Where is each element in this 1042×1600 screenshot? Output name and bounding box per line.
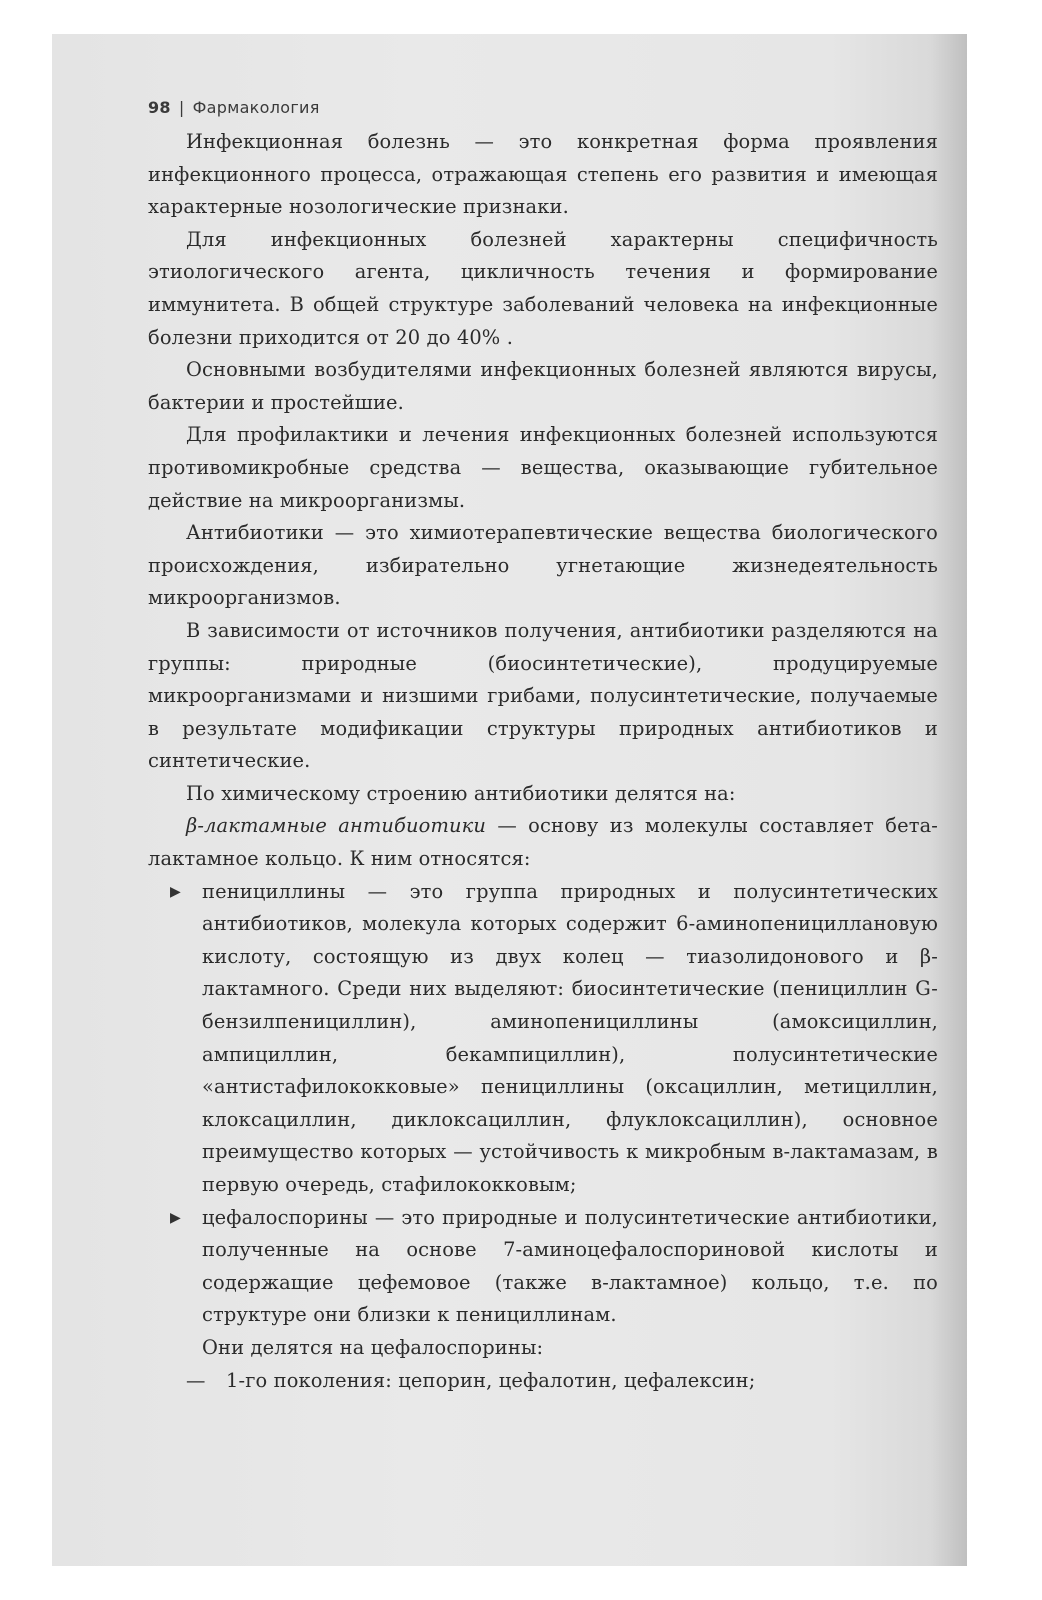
bullet-text: пенициллины — это группа природных и полусинтетических антибиотиков, молекула которых содержит 6-аминопенициллановую кислоту, состоящую из двух колец — тиазолидонового и β-лактамного. Среди них выделяют: биосинтетические (пенициллин G-бензилпенициллин), аминопенициллины (амоксициллин, ампициллин, бекампициллин), полусинтетические «антистафилококковые» пенициллины (оксациллин, метициллин, клоксациллин, диклоксациллин, флуклоксациллин), основное преимущество которых — устойчивость к микробным в-лактамазам, в первую очередь, стафилококковым;: [202, 879, 938, 1196]
paragraph-antibiotic-groups: В зависимости от источников получения, антибиотики разделяются на группы: природные (биосинтетические), продуцируемые микроорганизмами и низшими грибами, полусинтетические, получаемые в результате модификации структуры природных антибиотиков и синтетические.: [148, 618, 938, 773]
header-separator: |: [178, 98, 185, 117]
paragraph-characteristics: Для инфекционных болезней характерны специфичность этиологического агента, цикличность течения и формирование иммунитета. В общей структуре заболеваний человека на инфекционные болезни приходится от 20 до 40% .: [148, 227, 938, 349]
paragraph-infectious-disease: Инфекционная болезнь — это конкретная форма проявления инфекционного процесса, отражающая степень его развития и имеющая характерные нозологические признаки.: [148, 130, 938, 219]
paragraph-pathogens: Основными возбудителями инфекционных болезней являются вирусы, бактерии и простейшие.: [148, 358, 938, 414]
page-number: 98: [148, 98, 171, 117]
chapter-title: Фармакология: [192, 98, 320, 117]
bullet-penicillins: [148, 876, 938, 1202]
running-header: [148, 96, 938, 120]
dash-marker: —: [186, 1368, 206, 1392]
paragraph-chemical-structure: По химическому строению антибиотики делятся на:: [186, 781, 736, 805]
bullet-arrow-icon: ▶: [170, 883, 181, 900]
dash-item-text: 1-го поколения: цепорин, цефалотин, цефалексин;: [226, 1368, 756, 1392]
cephalosporin-division-intro: Они делятся на цефалоспорины:: [202, 1335, 544, 1359]
paragraph-beta-lactam: [148, 810, 938, 875]
bullet-text: цефалоспорины — это природные и полусинтетические антибиотики, полученные на основе 7-аминоцефалоспориновой кислоты и содержащие цефемовое (также в-лактамное) кольцо, т.е. по структуре они близки к пенициллинам.: [202, 1205, 938, 1327]
page-body: [148, 96, 938, 1397]
beta-lactam-description: — основу из молекулы составляет бета-лактамное кольцо. К ним относятся:: [148, 814, 939, 871]
bullet-cephalosporins: [148, 1202, 938, 1332]
dash-item-first-generation: [148, 1365, 938, 1398]
paragraph-antibiotics-definition: Антибиотики — это химиотерапевтические вещества биологического происхождения, избирательно угнетающие жизнедеятельность микроорганизмов.: [148, 521, 938, 610]
beta-lactam-term: β-лактамные антибиотики: [186, 814, 487, 838]
bullet-arrow-icon: ▶: [170, 1209, 181, 1226]
paragraph-prevention: Для профилактики и лечения инфекционных болезней используются противомикробные средства — вещества, оказывающие губительное действие на микроорганизмы.: [148, 423, 938, 512]
scanned-page: [52, 34, 967, 1566]
